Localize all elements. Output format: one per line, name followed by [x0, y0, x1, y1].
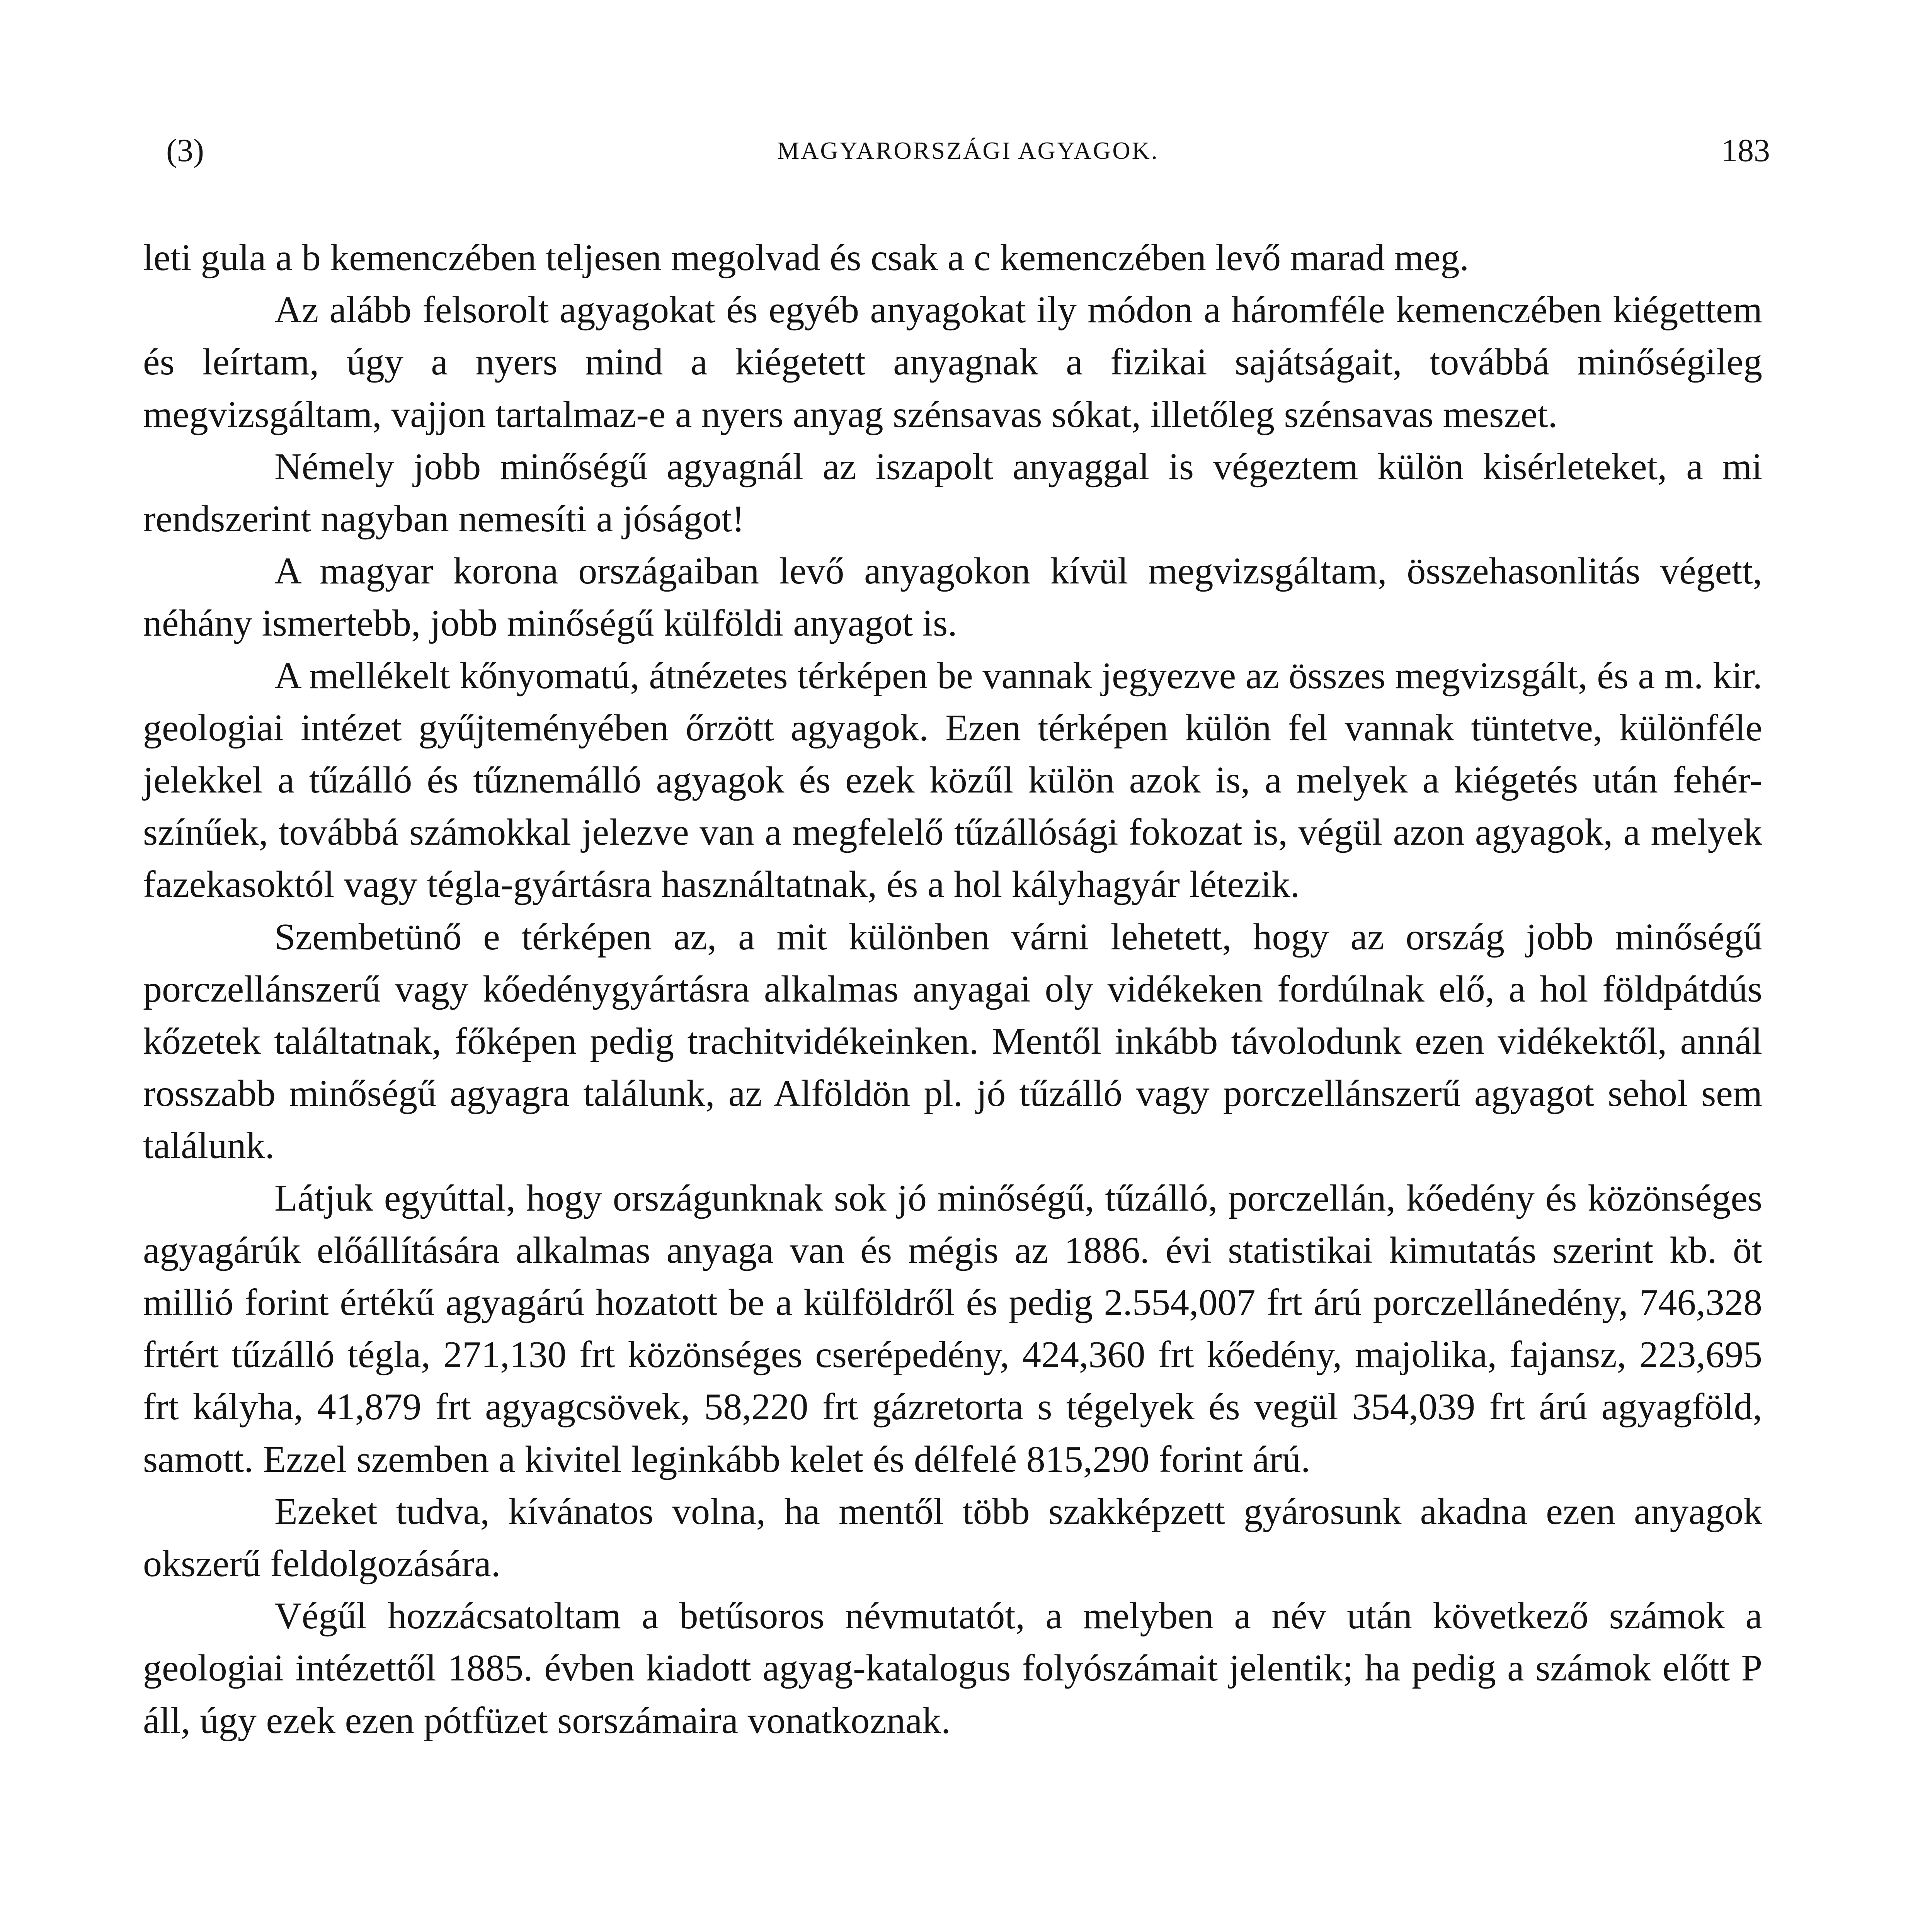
- paragraph: Látjuk egyúttal, hogy országunknak sok jó minőségű, tűzálló, porczellán, kőedény és közönséges agyagárúk előállítására alkalmas anyaga van és mégis az 1886. évi statistikai kimutatás szerint kb. öt millió forint értékű agyagárú hozatott be a külföldről és pedig 2.554,007 frt árú porczellánedény, 746,328 frtért tűzálló tégla, 271,130 frt közönséges cserépedény, 424,360 frt kőedény, majolika, fajansz, 223,695 frt kályha, 41,879 frt agyagcsövek, 58,220 frt gázretorta s tégelyek és vegül 354,039 frt árú agyagföld, samott. Ezzel szemben a kivitel leginkább kelet és délfelé 815,290 forint árú.: [143, 1177, 1762, 1480]
- body-text: [143, 232, 1762, 1747]
- chapter-number: (3): [166, 133, 204, 168]
- paragraph-continuation: leti gula a b kemenczében teljesen megolvad és csak a c kemenczében levő marad meg.: [143, 237, 1469, 279]
- page-number: 183: [1721, 133, 1770, 168]
- paragraph: Ezeket tudva, kívánatos volna, ha mentől több szakképzett gyárosunk akadna ezen anyagok okszerű feldolgozására.: [143, 1490, 1762, 1585]
- running-title: MAGYARORSZÁGI AGYAGOK.: [777, 137, 1159, 164]
- paragraph: A mellékelt kőnyomatú, átnézetes térképen be vannak jegyezve az összes megvizsgált, és a m. kir. geologiai intézet gyűjteményében őrzött agyagok. Ezen térképen külön fel vannak tüntetve, különféle jelekkel a tűzálló és tűznemálló agyagok és ezek közűl külön azok is, a melyek a kiégetés után fehér-színűek, továbbá számokkal jelezve van a megfelelő tűzállósági fokozat is, végül azon agyagok, a melyek fazekasoktól vagy tégla-gyártásra használtatnak, és a hol kályhagyár létezik.: [143, 655, 1762, 906]
- paragraph: Némely jobb minőségű agyagnál az iszapolt anyaggal is végeztem külön kisérleteket, a mi rendszerint nagyban nemesíti a jóságot!: [143, 446, 1762, 540]
- paragraph: A magyar korona országaiban levő anyagokon kívül megvizsgáltam, összehasonlitás végett, néhány ismertebb, jobb minőségű külföldi anyagot is.: [143, 550, 1762, 645]
- running-header: [166, 128, 1770, 174]
- paragraph: Szembetünő e térképen az, a mit különben várni lehetett, hogy az ország jobb minőségű porczellánszerű vagy kőedénygyártásra alkalmas anyagai oly vidékeken fordúlnak elő, a hol földpátdús kőzetek találtatnak, főképen pedig trachitvidékeinken. Mentől inkább távolodunk ezen vidékektől, annál rosszabb minőségű agyagra találunk, az Alföldön pl. jó tűzálló vagy porczellánszerű agyagot sehol sem találunk.: [143, 916, 1762, 1167]
- paragraph: Az alább felsorolt agyagokat és egyéb anyagokat ily módon a háromféle kemenczében kiégettem és leírtam, úgy a nyers mind a kiégetett anyagnak a fizikai sajátságait, továbbá minőségileg megvizsgáltam, vajjon tartalmaz-e a nyers anyag szénsavas sókat, illetőleg szénsavas meszet.: [143, 289, 1762, 435]
- paragraph: Végűl hozzácsatoltam a betűsoros névmutatót, a melyben a név után következő számok a geologiai intézettől 1885. évben kiadott agyag-katalogus folyószámait jelentik; ha pedig a számok előtt P áll, úgy ezek ezen pótfüzet sorszámaira vonatkoznak.: [143, 1595, 1762, 1742]
